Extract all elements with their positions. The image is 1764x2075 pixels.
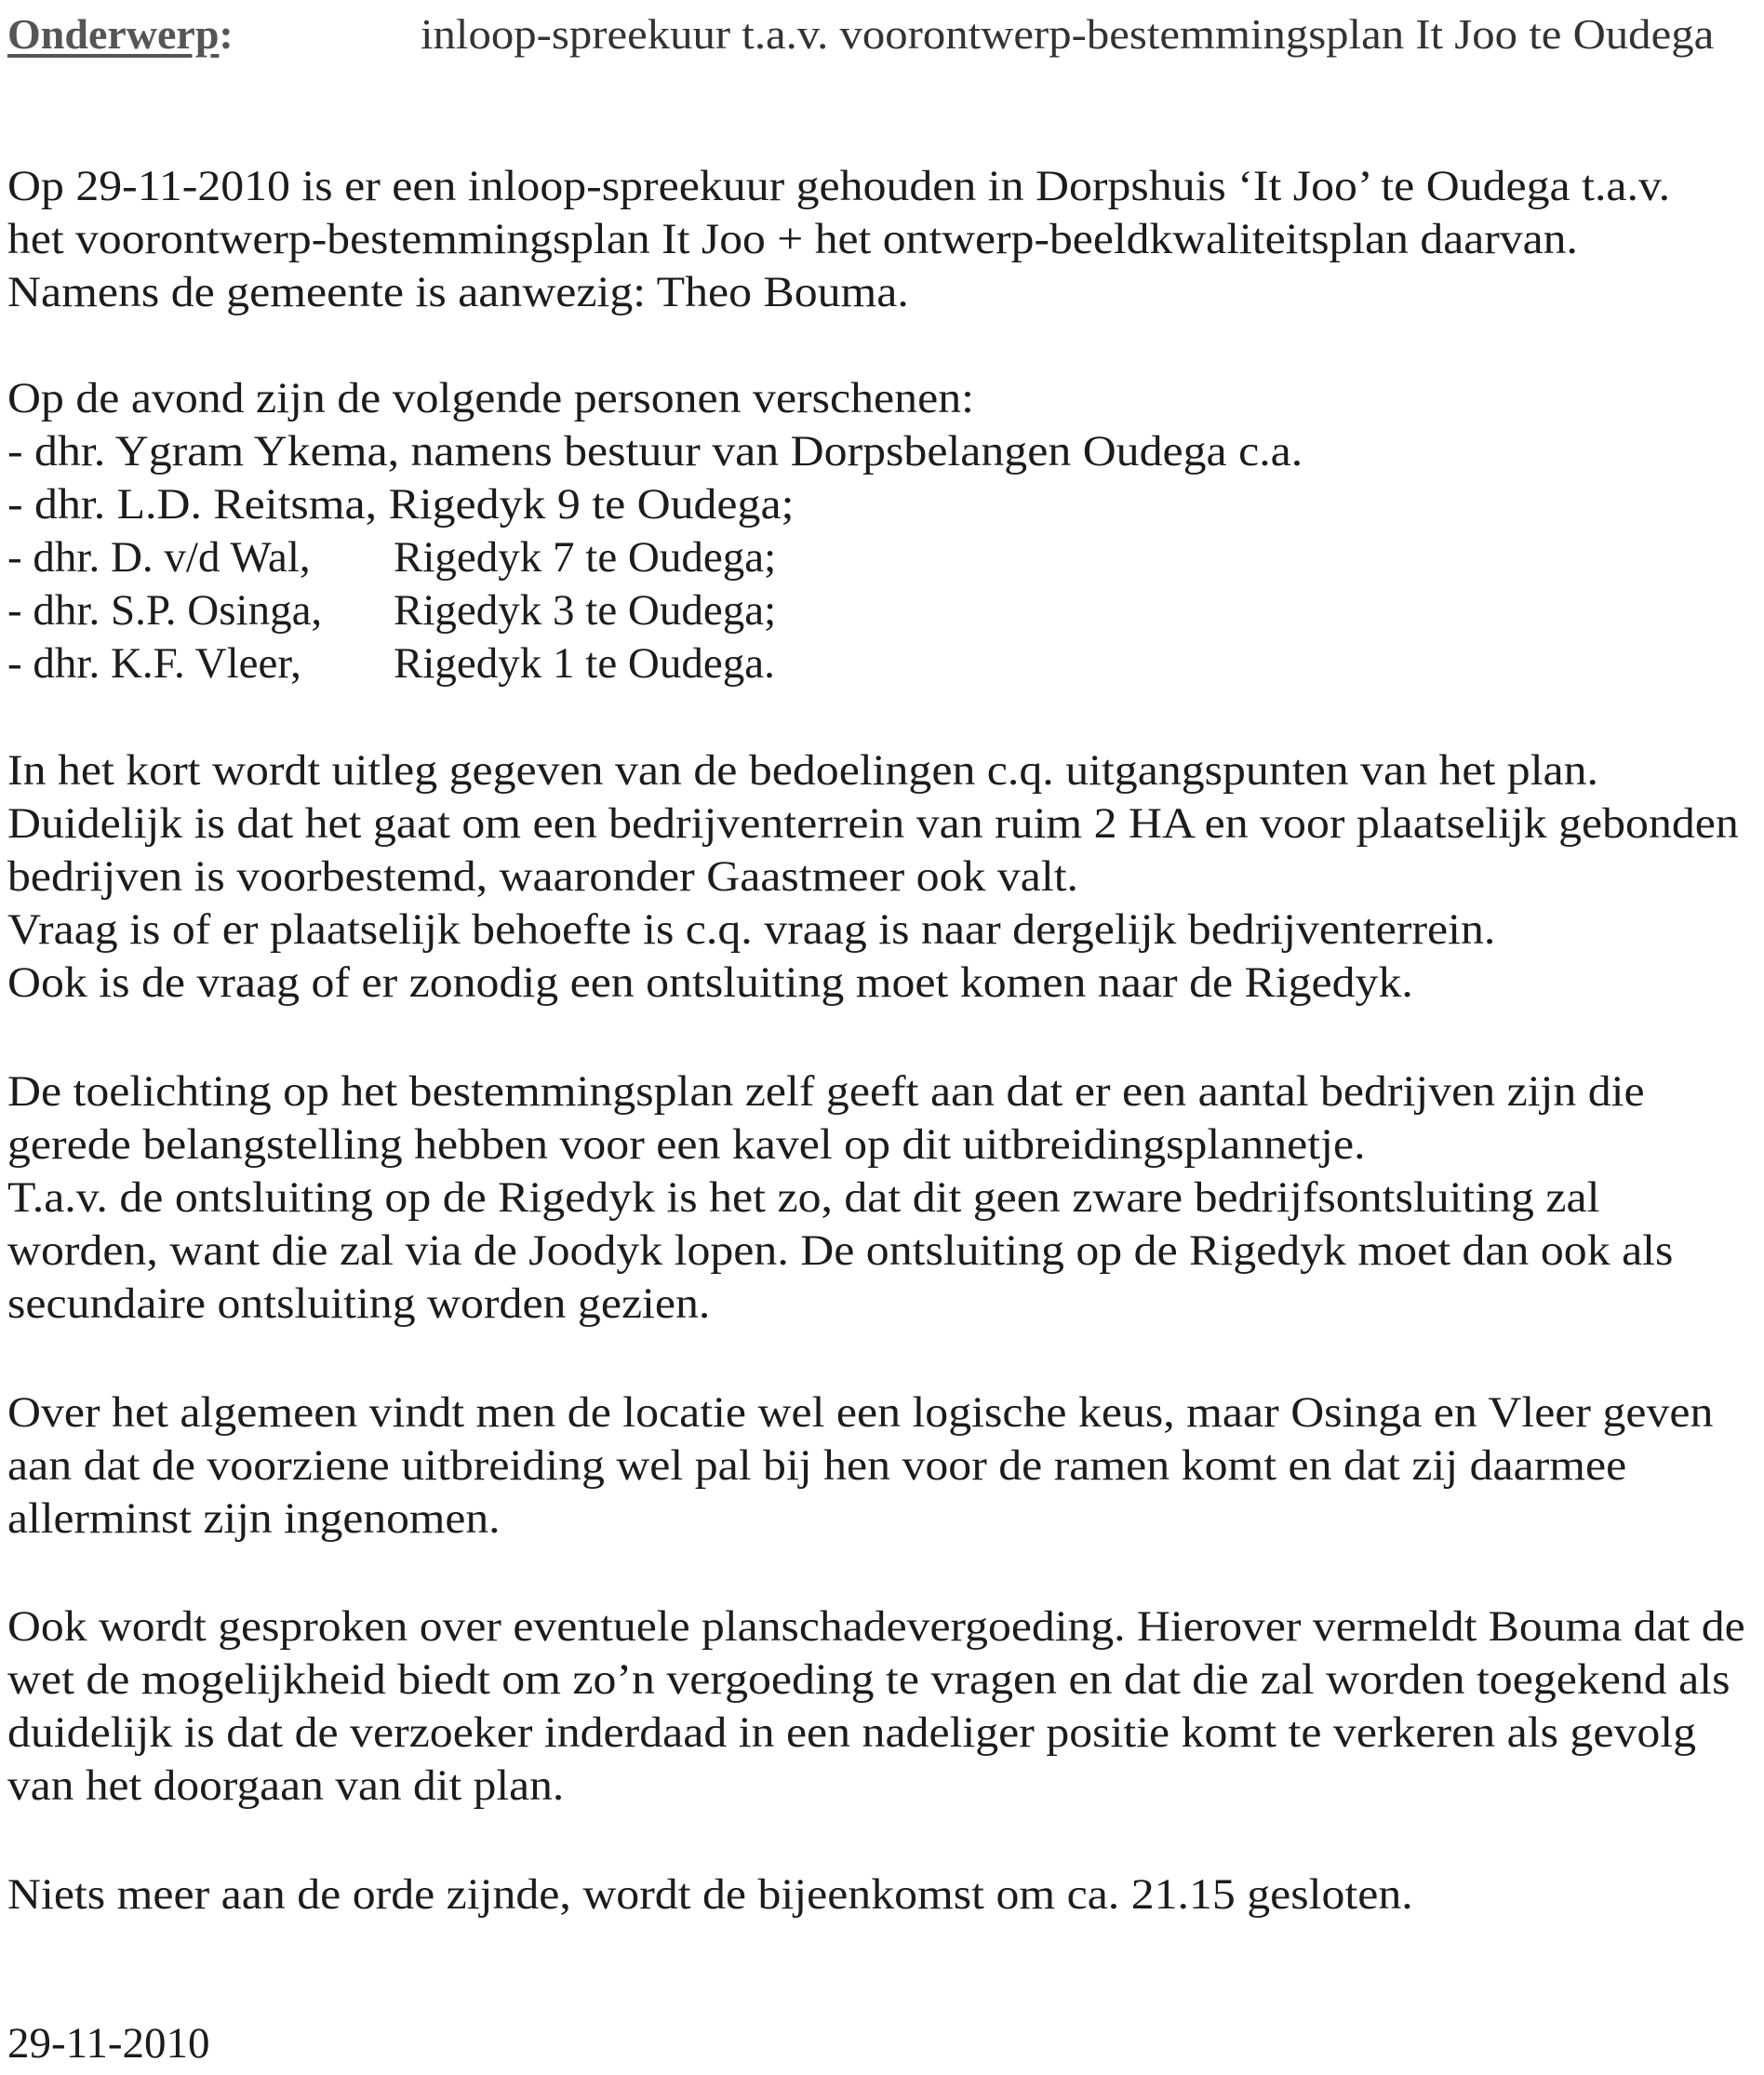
paragraph-line: bedrijven is voorbestemd, waaronder Gaastmeer ook valt. — [7, 852, 1079, 901]
intro-line: Op 29-11-2010 is er een inloop-spreekuur gehouden in Dorpshuis ‘It Joo’ te Oudega t.a.v. — [7, 162, 1671, 210]
attendee-name: - dhr. K.F. Vleer, — [7, 639, 301, 688]
intro-line: Namens de gemeente is aanwezig: Theo Bouma. — [7, 268, 909, 316]
paragraph-line: aan dat de voorziene uitbreiding wel pal bij hen voor de ramen komt en dat zij daarmee — [7, 1441, 1627, 1490]
paragraph-line: allerminst zijn ingenomen. — [7, 1494, 501, 1543]
attendee-name: - dhr. D. v/d Wal, — [7, 533, 311, 582]
paragraph-line: Duidelijk is dat het gaat om een bedrijventerrein van ruim 2 HA en voor plaatselijk gebonden — [7, 799, 1739, 848]
attendee-address: Rigedyk 3 te Oudega; — [394, 586, 777, 635]
paragraph-line: Ook wordt gesproken over eventuele planschadevergoeding. Hierover vermeldt Bouma dat de — [7, 1602, 1745, 1651]
closing-line: Niets meer aan de orde zijnde, wordt de bijeenkomst om ca. 21.15 gesloten. — [7, 1870, 1413, 1919]
paragraph-line: Over het algemeen vindt men de locatie wel een logische keus, maar Osinga en Vleer geven — [7, 1388, 1714, 1437]
paragraph-line: Vraag is of er plaatselijk behoefte is c.q. vraag is naar dergelijk bedrijventerrein. — [7, 905, 1496, 954]
paragraph-line: gerede belangstelling hebben voor een kavel op dit uitbreidingsplannetje. — [7, 1120, 1366, 1169]
paragraph-line: duidelijk is dat de verzoeker inderdaad in een nadeliger positie komt te verkeren als gevolg — [7, 1708, 1697, 1757]
paragraph-line: worden, want die zal via de Joodyk lopen. De ontsluiting op de Rigedyk moet dan ook als — [7, 1226, 1674, 1275]
paragraph-line: wet de mogelijkheid biedt om zo’n vergoeding te vragen en dat die zal worden toegekend als — [7, 1655, 1731, 1704]
attendee-address: Rigedyk 1 te Oudega. — [394, 639, 775, 688]
subject-colon: : — [219, 10, 234, 58]
paragraph-line: In het kort wordt uitleg gegeven van de bedoelingen c.q. uitgangspunten van het plan. — [7, 746, 1599, 795]
subject-label — [7, 7, 234, 60]
attendee-item: - dhr. Ygram Ykema, namens bestuur van Dorpsbelangen Oudega c.a. — [7, 427, 1303, 475]
paragraph-line: van het doorgaan van dit plan. — [7, 1761, 565, 1810]
attendee-name: - dhr. S.P. Osinga, — [7, 586, 323, 635]
paragraph-line: secundaire ontsluiting worden gezien. — [7, 1279, 711, 1328]
subject-label-text: Onderwerp — [7, 10, 220, 58]
attendee-item: - dhr. L.D. Reitsma, Rigedyk 9 te Oudega; — [7, 480, 795, 529]
footer-date: 29-11-2010 — [7, 2019, 210, 2068]
intro-line: het voorontwerp-bestemmingsplan It Joo + het ontwerp-beeldkwaliteitsplan daarvan. — [7, 215, 1578, 263]
attendees-heading: Op de avond zijn de volgende personen verschenen: — [7, 374, 974, 422]
paragraph-line: De toelichting op het bestemmingsplan zelf geeft aan dat er een aantal bedrijven zijn die — [7, 1067, 1645, 1116]
paragraph-line: T.a.v. de ontsluiting op de Rigedyk is het zo, dat dit geen zware bedrijfsontsluiting zal — [7, 1173, 1600, 1222]
subject-value: inloop-spreekuur t.a.v. voorontwerp-bestemmingsplan It Joo te Oudega — [421, 10, 1715, 58]
attendee-address: Rigedyk 7 te Oudega; — [394, 533, 777, 582]
paragraph-line: Ook is de vraag of er zonodig een ontsluiting moet komen naar de Rigedyk. — [7, 958, 1413, 1007]
